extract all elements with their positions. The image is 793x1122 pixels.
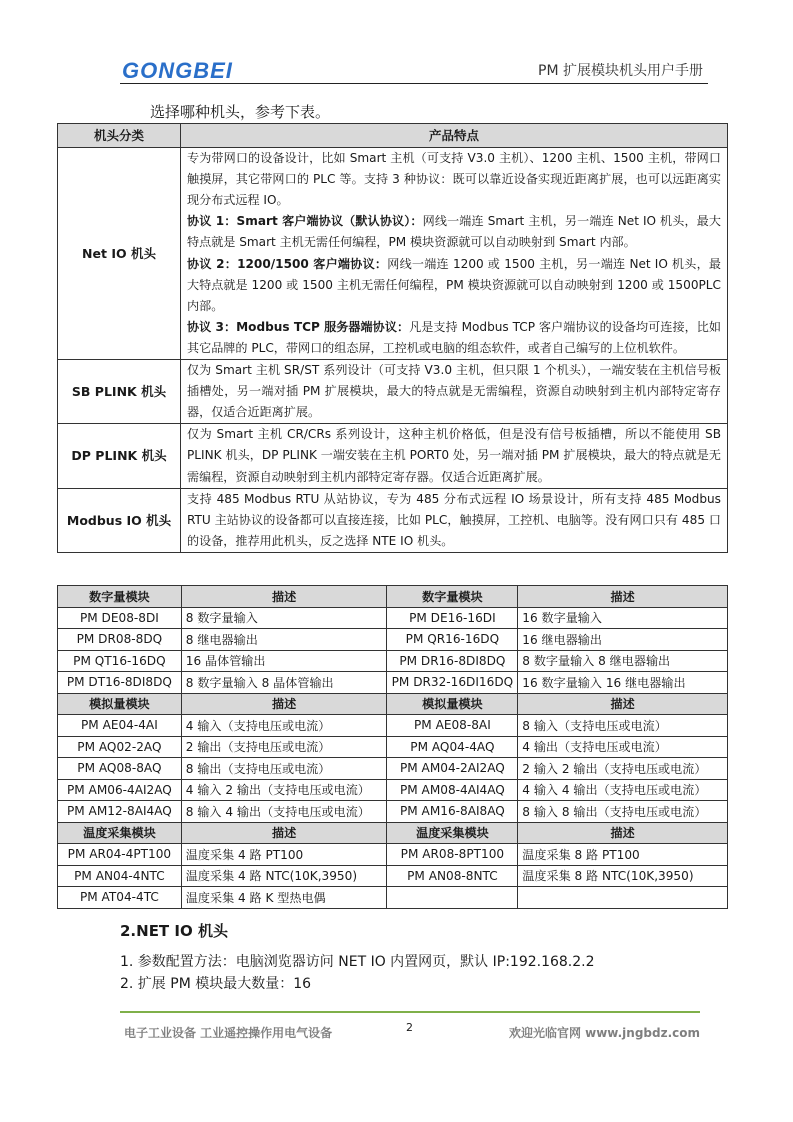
description-paragraph — [187, 148, 721, 211]
module-model: PM DT16-8DI8DQ — [58, 672, 182, 694]
module-model: PM AM16-8AI8AQ — [387, 801, 518, 823]
head-description — [181, 148, 728, 360]
module-model: PM AQ08-8AQ — [58, 758, 182, 780]
module-model: PM AM12-8AI4AQ — [58, 801, 182, 823]
module-model: PM QT16-16DQ — [58, 650, 182, 672]
list-item: 1. 参数配置方法：电脑浏览器访问 NET IO 内置网页，默认 IP:192.168.2.2 — [120, 954, 595, 970]
paragraph-text: 仅为 Smart 主机 CR/CRs 系列设计，这种主机价格低，但是没有信号板插槽，所以不能使用 SB PLINK 机头，DP PLINK 一端安装在主机 PORT0 处，另一端对插 PM 扩展模块，最大的特点就是无需编程，资源自动映射到主机内部特定寄存器。仅适合近距离扩展。 — [187, 427, 721, 484]
module-description: 4 输入 4 输出（支持电压或电流） — [518, 779, 728, 801]
section-header-cell: 描述 — [181, 586, 387, 608]
module-model: PM AN08-8NTC — [387, 865, 518, 887]
footer-tagline: 电子工业设备 工业遥控操作用电气设备 — [124, 1026, 333, 1040]
module-model — [387, 887, 518, 909]
section-header-cell: 描述 — [181, 822, 387, 844]
table-row — [58, 779, 728, 801]
head-category: DP PLINK 机头 — [58, 424, 181, 488]
head-type-table — [57, 123, 728, 553]
paragraph-text: 支持 485 Modbus RTU 从站协议，专为 485 分布式远程 IO 场景设计，所有支持 485 Modbus RTU 主站协议的设备都可以直接连接，比如 PLC，触摸屏，工控机、电脑等。没有网口只有 485 口的设备，推荐用此机头，反之选择 NTE IO 机头。 — [187, 491, 721, 548]
section-title: 2.NET IO 机头 — [120, 922, 228, 940]
table-row — [58, 715, 728, 737]
paragraph-text: 网线一端连 1200 或 1500 主机，另一端连 Net IO 机头，最大特点就是 1200 或 1500 主机无需任何编程，PM 模块资源就可以自动映射到 1200 或 1500PLC 内部。 — [187, 256, 721, 313]
description-paragraph — [187, 317, 721, 359]
module-description: 8 继电器输出 — [181, 629, 387, 651]
paragraph-text: 专为带网口的设备设计，比如 Smart 主机（可支持 V3.0 主机）、1200 主机、1500 主机，带网口触摸屏，其它带网口的 PLC 等。支持 3 种协议：既可以靠近设备实现近距离扩展，也可以远距离实现分布式远程 IO。 — [187, 151, 721, 208]
head-description — [181, 424, 728, 488]
module-description: 8 输入 4 输出（支持电压或电流） — [181, 801, 387, 823]
module-model: PM AM04-2AI2AQ — [387, 758, 518, 780]
module-model: PM QR16-16DQ — [387, 629, 518, 651]
company-logo: GONGBEI — [122, 58, 233, 83]
module-description: 16 数字量输入 — [518, 607, 728, 629]
module-description: 2 输入 2 输出（支持电压或电流） — [518, 758, 728, 780]
module-description: 8 数字量输入 — [181, 607, 387, 629]
table-row — [58, 360, 728, 424]
table-row — [58, 736, 728, 758]
header-divider — [120, 83, 708, 84]
head-description — [181, 360, 728, 424]
section-header-cell: 模拟量模块 — [58, 693, 182, 715]
manual-title: PM 扩展模块机头用户手册 — [538, 63, 703, 79]
module-description: 8 输入（支持电压或电流） — [518, 715, 728, 737]
module-description: 16 数字量输入 16 继电器输出 — [518, 672, 728, 694]
section-header-cell: 温度采集模块 — [58, 822, 182, 844]
module-description: 16 继电器输出 — [518, 629, 728, 651]
module-description: 温度采集 4 路 K 型热电偶 — [181, 887, 387, 909]
head-description — [181, 488, 728, 552]
head-category: SB PLINK 机头 — [58, 360, 181, 424]
module-description: 16 晶体管输出 — [181, 650, 387, 672]
module-table — [57, 585, 728, 909]
protocol-label: 协议 1：Smart 客户端协议（默认协议）： — [187, 214, 423, 229]
paragraph-text: 网线一端连 Smart 主机，另一端连 Net IO 机头，最大特点就是 Smart 主机无需任何编程，PM 模块资源就可以自动映射到 Smart 内部。 — [187, 214, 721, 250]
module-model: PM AR04-4PT100 — [58, 844, 182, 866]
module-description: 4 输出（支持电压或电流） — [518, 736, 728, 758]
head-category: Modbus IO 机头 — [58, 488, 181, 552]
description-paragraph — [187, 424, 721, 487]
module-model: PM AE04-4AI — [58, 715, 182, 737]
section-header-row — [58, 586, 728, 608]
section-header-cell: 描述 — [518, 822, 728, 844]
description-paragraph — [187, 489, 721, 552]
section-header-cell: 数字量模块 — [58, 586, 182, 608]
section-header-row — [58, 822, 728, 844]
module-description: 温度采集 8 路 PT100 — [518, 844, 728, 866]
module-model: PM DE08-8DI — [58, 607, 182, 629]
module-description: 温度采集 4 路 PT100 — [181, 844, 387, 866]
module-model: PM DE16-16DI — [387, 607, 518, 629]
table-row — [58, 887, 728, 909]
description-paragraph — [187, 254, 721, 317]
table-row — [58, 148, 728, 360]
description-paragraph — [187, 211, 721, 253]
table-row — [58, 844, 728, 866]
module-description: 8 输出（支持电压或电流） — [181, 758, 387, 780]
intro-text: 选择哪种机头，参考下表。 — [150, 103, 331, 121]
table-row — [58, 629, 728, 651]
module-model: PM AQ02-2AQ — [58, 736, 182, 758]
table-row — [58, 488, 728, 552]
module-model: PM AR08-8PT100 — [387, 844, 518, 866]
paragraph-text: 仅为 Smart 主机 SR/ST 系列设计（可支持 V3.0 主机，但只限 1 个机头），一端安装在主机信号板插槽处，另一端对插 PM 扩展模块，最大的特点就是无需编程，资源自动映射到主机内部特定寄存器，仅适合近距离扩展。 — [187, 363, 721, 420]
section-header-cell: 描述 — [181, 693, 387, 715]
module-description: 温度采集 8 路 NTC(10K,3950) — [518, 865, 728, 887]
module-description: 8 数字量输入 8 晶体管输出 — [181, 672, 387, 694]
section-header-row — [58, 693, 728, 715]
module-description: 4 输入（支持电压或电流） — [181, 715, 387, 737]
footer-divider — [120, 1011, 700, 1013]
protocol-label: 协议 3：Modbus TCP 服务器端协议： — [187, 319, 410, 334]
section-header-cell: 数字量模块 — [387, 586, 518, 608]
module-model: PM DR08-8DQ — [58, 629, 182, 651]
footer-website: 欢迎光临官网 www.jngbdz.com — [508, 1026, 700, 1040]
table-row — [58, 865, 728, 887]
module-description: 8 数字量输入 8 继电器输出 — [518, 650, 728, 672]
page-number: 2 — [406, 1021, 413, 1034]
module-model: PM AE08-8AI — [387, 715, 518, 737]
section-header-cell: 描述 — [518, 693, 728, 715]
module-description: 8 输入 8 输出（支持电压或电流） — [518, 801, 728, 823]
module-description — [518, 887, 728, 909]
table-row — [58, 758, 728, 780]
protocol-label: 协议 2：1200/1500 客户端协议： — [187, 256, 388, 271]
col-header-features: 产品特点 — [181, 124, 728, 148]
module-description: 温度采集 4 路 NTC(10K,3950) — [181, 865, 387, 887]
module-model: PM AT04-4TC — [58, 887, 182, 909]
table-row — [58, 801, 728, 823]
head-category: Net IO 机头 — [58, 148, 181, 360]
section-header-cell: 温度采集模块 — [387, 822, 518, 844]
module-description: 2 输出（支持电压或电流） — [181, 736, 387, 758]
module-model: PM AM08-4AI4AQ — [387, 779, 518, 801]
section-header-cell: 模拟量模块 — [387, 693, 518, 715]
col-header-category: 机头分类 — [58, 124, 181, 148]
section-header-cell: 描述 — [518, 586, 728, 608]
paragraph-text: 凡是支持 Modbus TCP 客户端协议的设备均可连接，比如其它品牌的 PLC，带网口的组态屏，工控机或电脑的组态软件，或者自己编写的上位机软件。 — [187, 319, 721, 355]
module-model: PM DR32-16DI16DQ — [387, 672, 518, 694]
module-description: 4 输入 2 输出（支持电压或电流） — [181, 779, 387, 801]
description-paragraph — [187, 360, 721, 423]
list-item: 2. 扩展 PM 模块最大数量：16 — [120, 976, 312, 992]
module-model: PM AM06-4AI2AQ — [58, 779, 182, 801]
table-row — [58, 650, 728, 672]
module-model: PM AN04-4NTC — [58, 865, 182, 887]
table-row — [58, 424, 728, 488]
table-row — [58, 672, 728, 694]
config-list — [120, 951, 595, 995]
table-row — [58, 607, 728, 629]
module-model: PM AQ04-4AQ — [387, 736, 518, 758]
module-model: PM DR16-8DI8DQ — [387, 650, 518, 672]
